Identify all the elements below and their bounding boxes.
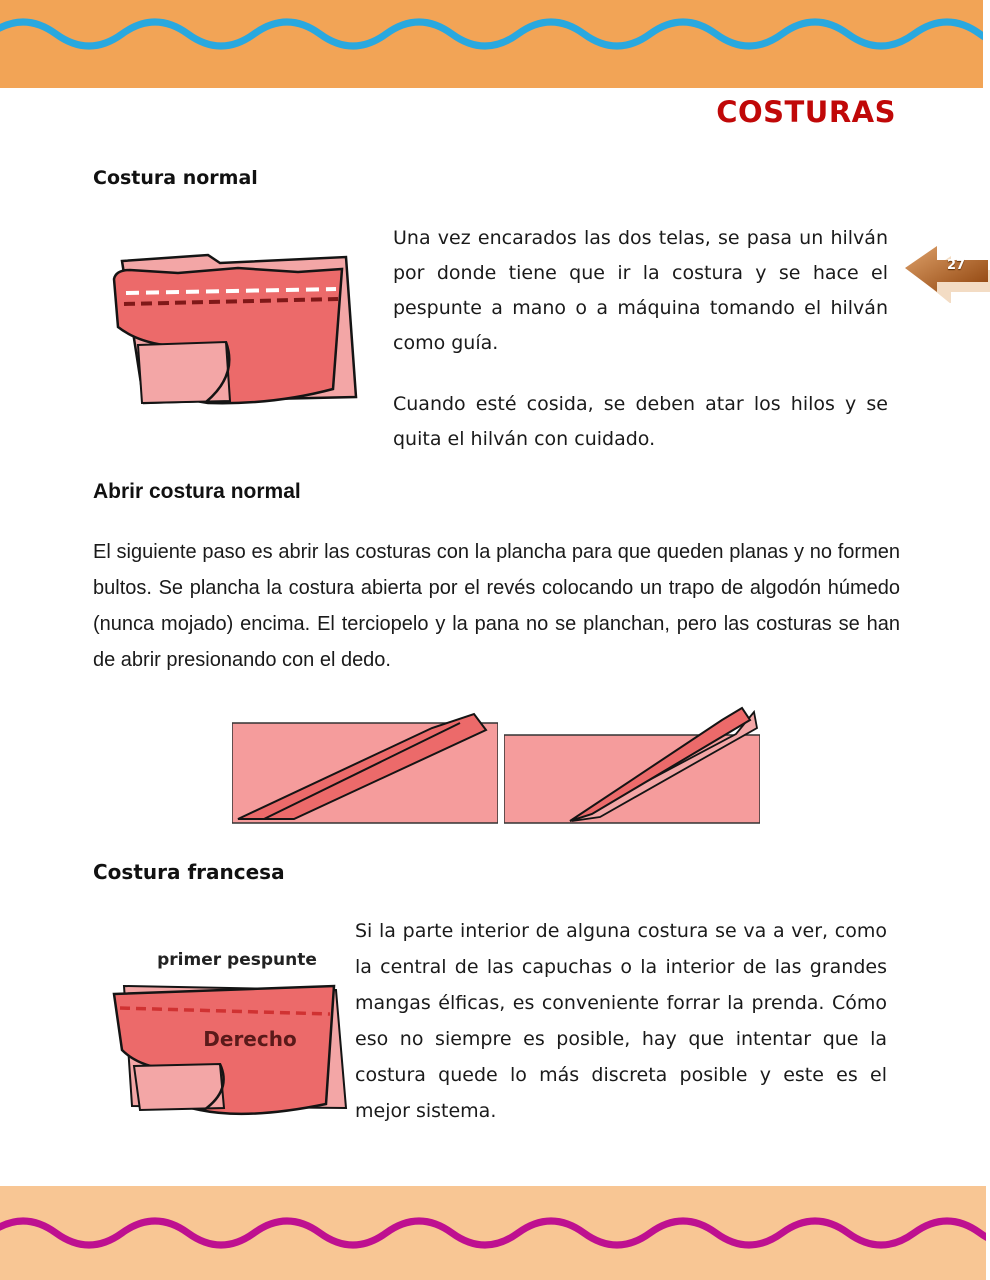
blue-wave-icon [0, 0, 983, 88]
figure-seam-being-opened [504, 704, 760, 825]
header-band [0, 0, 983, 88]
page-number: 27 [946, 258, 966, 273]
paragraph: Si la parte interior de alguna costura se va a ver, como la central de las capuchas o la interior de las grandes mangas élficas, es conveniente forrar la prenda. Cómo eso no siempre es posible, hay que intentar que la costura quede lo más discreta posible y este es el mejor sistema. [355, 920, 887, 1122]
text-costura-normal [393, 221, 888, 483]
figure-label-derecho: Derecho [203, 1027, 297, 1051]
heading-costura-normal: Costura normal [93, 167, 258, 189]
page-title: COSTURAS [716, 95, 896, 129]
figure-costura-normal [108, 249, 370, 414]
paragraph: Una vez encarados las dos telas, se pasa un hilván por donde tiene que ir la costura y se hace el pespunte a mano o a máquina tomando el hilván como guía. [393, 227, 888, 354]
text-abrir-costura-normal [93, 534, 900, 704]
page-number-arrow [903, 241, 990, 303]
heading-abrir-costura-normal: Abrir costura normal [93, 480, 301, 503]
heading-costura-francesa: Costura francesa [93, 860, 285, 884]
figure-label-primer-pespunte: primer pespunte [157, 950, 317, 970]
figure-seam-pressed-open [232, 704, 498, 825]
text-costura-francesa [355, 913, 887, 1155]
figure-costura-francesa [108, 980, 348, 1122]
footer-band [0, 1186, 986, 1280]
magenta-wave-icon [0, 1186, 986, 1280]
paragraph: El siguiente paso es abrir las costuras con la plancha para que queden planas y no formen bultos. Se plancha la costura abierta por el revés colocando un trapo de algodón húmedo (nunca mojado) encima. El terciopelo y la pana no se planchan, pero las costuras se han de abrir presionando con el dedo. [93, 541, 900, 671]
paragraph: Cuando esté cosida, se deben atar los hilos y se quita el hilván con cuidado. [393, 393, 888, 450]
